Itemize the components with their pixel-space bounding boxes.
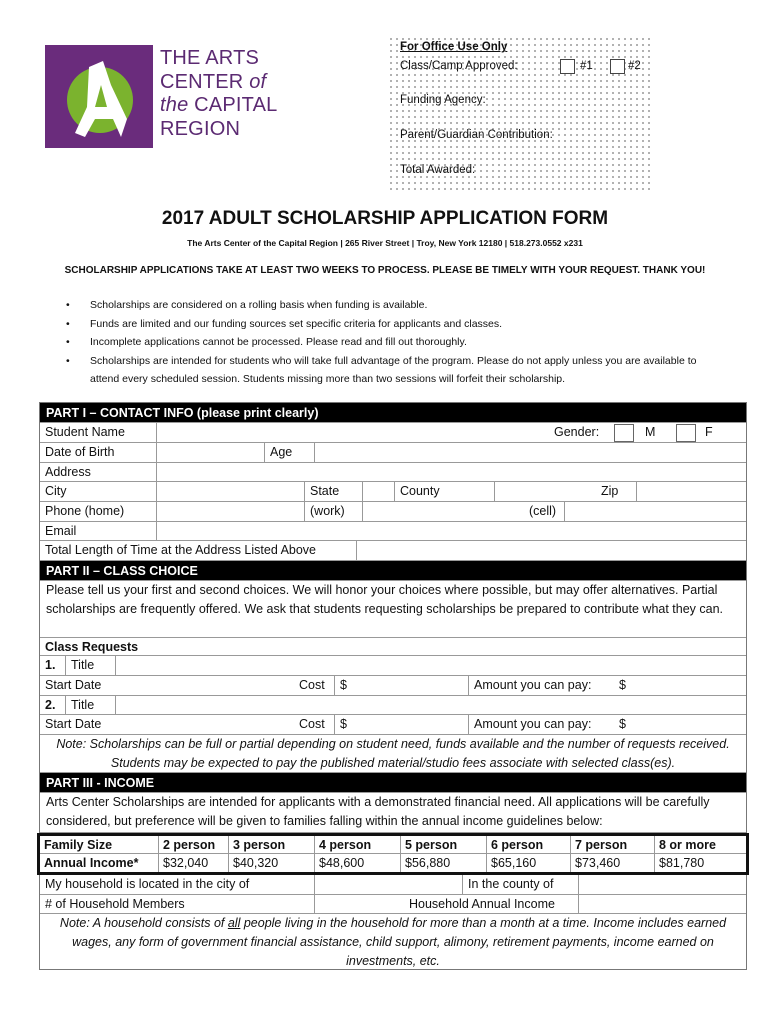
class2-cost-label: Cost bbox=[299, 717, 325, 731]
county-field[interactable] bbox=[494, 482, 594, 501]
address-label: Address bbox=[45, 465, 91, 479]
scholarship-note: Note: Scholarships can be full or partial depending on student need, funds available and the number of requests received. Students may be expected to pay the published material/studio fees associate with selected class(es). bbox=[40, 735, 746, 773]
office-title: For Office Use Only bbox=[400, 41, 508, 53]
total-awarded-label: Total Awarded: bbox=[400, 164, 476, 176]
form-title: 2017 ADULT SCHOLARSHIP APPLICATION FORM bbox=[161, 208, 609, 229]
class2-title-field[interactable] bbox=[115, 696, 746, 714]
household-members-field[interactable] bbox=[314, 895, 404, 913]
class1-amount-label: Amount you can pay: bbox=[468, 676, 614, 695]
class1-amount-field[interactable]: $ bbox=[619, 678, 626, 692]
household-note bbox=[40, 914, 746, 970]
class-choice-intro: Please tell us your first and second choices. We will honor your choices where possible, but may offer alternatives. Partial scholarships are frequently offered. We ask that students requesting scholarships be prepared to contribute what they can. bbox=[40, 581, 746, 638]
family-size-row bbox=[40, 836, 746, 854]
instruction-item: • Scholarships are intended for students who will take full advantage of the program. Please do not apply unless you are available to attend every scheduled session. Students missing more than two sessions will forfeit their scholarship. bbox=[66, 352, 726, 389]
class-requests-label: Class Requests bbox=[45, 640, 139, 654]
family-size-cell: 3 person bbox=[228, 836, 314, 854]
age-label: Age bbox=[264, 443, 314, 462]
part2-heading: PART II – CLASS CHOICE bbox=[40, 561, 746, 581]
approved-1-checkbox[interactable] bbox=[560, 59, 575, 74]
student-name-label: Student Name bbox=[45, 425, 125, 439]
class1-cost-label: Cost bbox=[299, 678, 325, 692]
household-members-row bbox=[40, 895, 746, 914]
household-note-end: people living in the household for more than a month at a time. Income includes earned wages, any form of government financial assistance, child support, alimony, retirement payments, income earned on investments, etc. bbox=[72, 916, 727, 968]
class2-cost-field[interactable]: $ bbox=[334, 715, 468, 734]
logo-wordmark: THE ARTS CENTER of the CAPITAL REGION bbox=[160, 47, 278, 140]
household-note-emphasis: all bbox=[227, 916, 241, 930]
gender-male-checkbox[interactable] bbox=[614, 424, 634, 442]
family-size-cell: 8 or more bbox=[654, 836, 746, 854]
county-label: County bbox=[394, 482, 494, 501]
annual-income-cell: $65,160 bbox=[486, 854, 570, 872]
state-label: State bbox=[304, 482, 362, 501]
email-row bbox=[40, 522, 746, 541]
phone-cell-label: (cell) bbox=[529, 504, 557, 518]
class1-title-row bbox=[40, 656, 746, 676]
instruction-item: • Incomplete applications cannot be processed. Please read and fill out thoroughly. bbox=[66, 333, 726, 352]
gender-male-label: M bbox=[645, 425, 656, 439]
family-size-label: Family Size bbox=[44, 838, 113, 852]
phone-row bbox=[40, 502, 746, 522]
class-approved-label: Class/Camp Approved: bbox=[400, 60, 518, 72]
class2-amount-field[interactable]: $ bbox=[619, 717, 626, 731]
dob-label: Date of Birth bbox=[45, 445, 115, 459]
city-row bbox=[40, 482, 746, 502]
annual-income-cell: $48,600 bbox=[314, 854, 400, 872]
office-use-box bbox=[388, 36, 654, 190]
family-size-cell: 5 person bbox=[400, 836, 486, 854]
phone-work-label: (work) bbox=[304, 502, 362, 521]
household-income-field[interactable] bbox=[578, 895, 746, 913]
city-label: City bbox=[45, 484, 67, 498]
phone-home-label: Phone (home) bbox=[45, 504, 125, 518]
phone-work-field[interactable] bbox=[362, 502, 524, 521]
family-size-cell: 2 person bbox=[158, 836, 228, 854]
instructions-list bbox=[66, 296, 726, 389]
part3-heading: PART III - INCOME bbox=[40, 773, 746, 793]
address-length-field[interactable] bbox=[356, 541, 746, 560]
income-guidelines-table bbox=[37, 833, 749, 875]
family-size-cell: 6 person bbox=[486, 836, 570, 854]
instruction-item: • Scholarships are considered on a rolling basis when funding is available. bbox=[66, 296, 726, 315]
dob-row bbox=[40, 443, 746, 463]
household-county-label: In the county of bbox=[462, 875, 578, 894]
household-members-label: # of Household Members bbox=[45, 897, 185, 911]
part1-heading: PART I – CONTACT INFO (please print clearly) bbox=[40, 403, 746, 423]
approved-2-checkbox[interactable] bbox=[610, 59, 625, 74]
class-requests-heading bbox=[40, 638, 746, 656]
household-city-row bbox=[40, 875, 746, 895]
class2-title-label: Title bbox=[65, 696, 115, 714]
class1-number: 1. bbox=[45, 658, 56, 672]
family-size-cell: 4 person bbox=[314, 836, 400, 854]
address-row bbox=[40, 463, 746, 482]
class2-number: 2. bbox=[45, 698, 56, 712]
email-label: Email bbox=[45, 524, 77, 538]
age-field[interactable] bbox=[314, 443, 746, 462]
email-field[interactable] bbox=[156, 522, 746, 540]
income-intro: Arts Center Scholarships are intended for applicants with a demonstrated financial need. All applications will be carefully considered, but preference will be given to families falling within the annual income guidelines below: bbox=[40, 793, 746, 833]
class1-start-label: Start Date bbox=[45, 678, 102, 692]
family-size-cell: 7 person bbox=[570, 836, 654, 854]
parent-contribution-label: Parent/Guardian Contribution: bbox=[400, 129, 553, 141]
annual-income-cell: $56,880 bbox=[400, 854, 486, 872]
instruction-item: • Funds are limited and our funding sources set specific criteria for applicants and classes. bbox=[66, 315, 726, 334]
logo-mark bbox=[45, 45, 153, 148]
household-city-label: My household is located in the city of bbox=[45, 877, 250, 891]
class1-title-field[interactable] bbox=[115, 656, 746, 675]
class1-date-row bbox=[40, 676, 746, 696]
phone-home-field[interactable] bbox=[156, 502, 304, 521]
organization-address: The Arts Center of the Capital Region | 265 River Street | Troy, New York 12180 | 518.273.0552 x231 bbox=[187, 238, 583, 248]
processing-notice: SCHOLARSHIP APPLICATIONS TAKE AT LEAST TWO WEEKS TO PROCESS. PLEASE BE TIMELY WITH YOUR REQUEST. THANK YOU! bbox=[64, 265, 706, 276]
address-field[interactable] bbox=[156, 463, 746, 481]
application-form bbox=[39, 402, 747, 970]
class2-start-label: Start Date bbox=[45, 717, 102, 731]
phone-cell-field[interactable] bbox=[564, 502, 746, 521]
class1-title-label: Title bbox=[65, 656, 115, 675]
student-name-field[interactable] bbox=[156, 423, 546, 442]
class2-amount-label: Amount you can pay: bbox=[468, 715, 614, 734]
household-note-start: Note: A household consists of bbox=[59, 916, 228, 930]
annual-income-cell: $40,320 bbox=[228, 854, 314, 872]
gender-female-label: F bbox=[705, 425, 713, 439]
state-field[interactable] bbox=[362, 482, 394, 501]
city-field[interactable] bbox=[156, 482, 304, 501]
household-income-label: Household Annual Income bbox=[409, 897, 555, 911]
household-city-field[interactable] bbox=[314, 875, 462, 894]
class1-cost-field[interactable]: $ bbox=[334, 676, 468, 695]
address-length-label: Total Length of Time at the Address Listed Above bbox=[45, 543, 317, 557]
annual-income-row bbox=[40, 854, 746, 872]
zip-label: Zip bbox=[601, 484, 619, 498]
annual-income-cell: $81,780 bbox=[654, 854, 746, 872]
annual-income-label: Annual Income* bbox=[44, 856, 139, 870]
funding-agency-label: Funding Agency: bbox=[400, 94, 486, 106]
class2-title-row bbox=[40, 696, 746, 715]
gender-label: Gender: bbox=[554, 425, 600, 439]
annual-income-cell: $32,040 bbox=[158, 854, 228, 872]
approved-2-label: #2 bbox=[628, 60, 641, 72]
student-name-row bbox=[40, 423, 746, 443]
household-county-field[interactable] bbox=[578, 875, 746, 894]
gender-female-checkbox[interactable] bbox=[676, 424, 696, 442]
address-length-row bbox=[40, 541, 746, 561]
approved-1-label: #1 bbox=[580, 60, 593, 72]
dob-field[interactable] bbox=[156, 443, 264, 462]
annual-income-cell: $73,460 bbox=[570, 854, 654, 872]
class2-date-row bbox=[40, 715, 746, 735]
zip-field[interactable] bbox=[636, 482, 746, 501]
